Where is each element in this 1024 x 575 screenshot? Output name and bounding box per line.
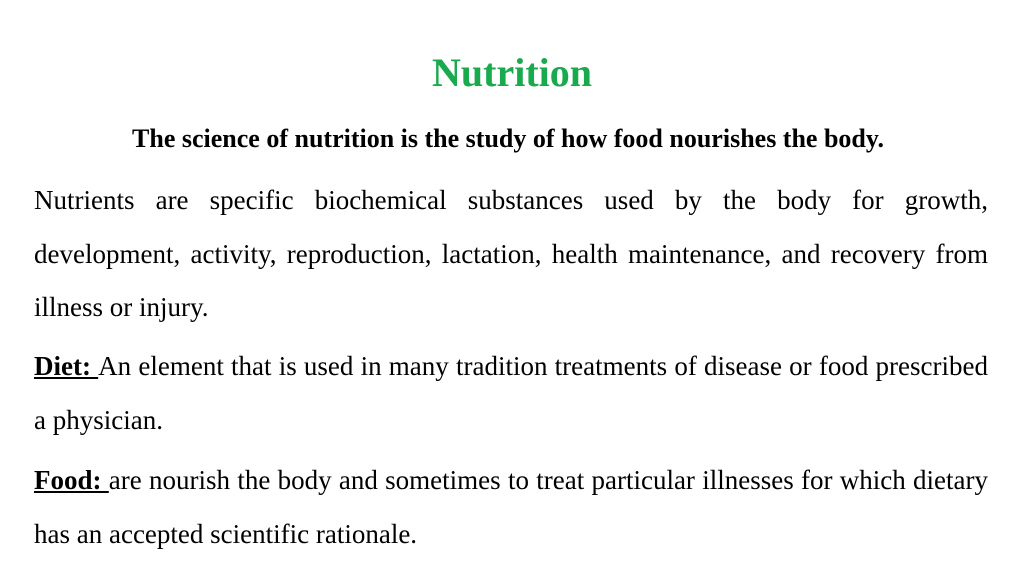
slide-subtitle: The science of nutrition is the study of how food nourishes the body.	[132, 124, 884, 153]
food-term: Food:	[34, 465, 109, 495]
diet-term: Diet:	[34, 351, 99, 381]
nutrients-text: Nutrients are specific biochemical substances used by the body for growth, development, activity, reproduction, lactation, health maintenance, and recovery from illness or injury.	[34, 185, 988, 322]
diet-definition: An element that is used in many tradition treatments of disease or food prescribed a physician.	[34, 351, 989, 435]
nutrients-paragraph	[34, 174, 988, 335]
food-definition: are nourish the body and sometimes to treat particular illnesses for which dietary has an accepted scientific rationale.	[34, 465, 988, 549]
diet-paragraph	[34, 340, 988, 447]
food-paragraph	[34, 454, 988, 561]
slide-title: Nutrition	[432, 50, 592, 95]
